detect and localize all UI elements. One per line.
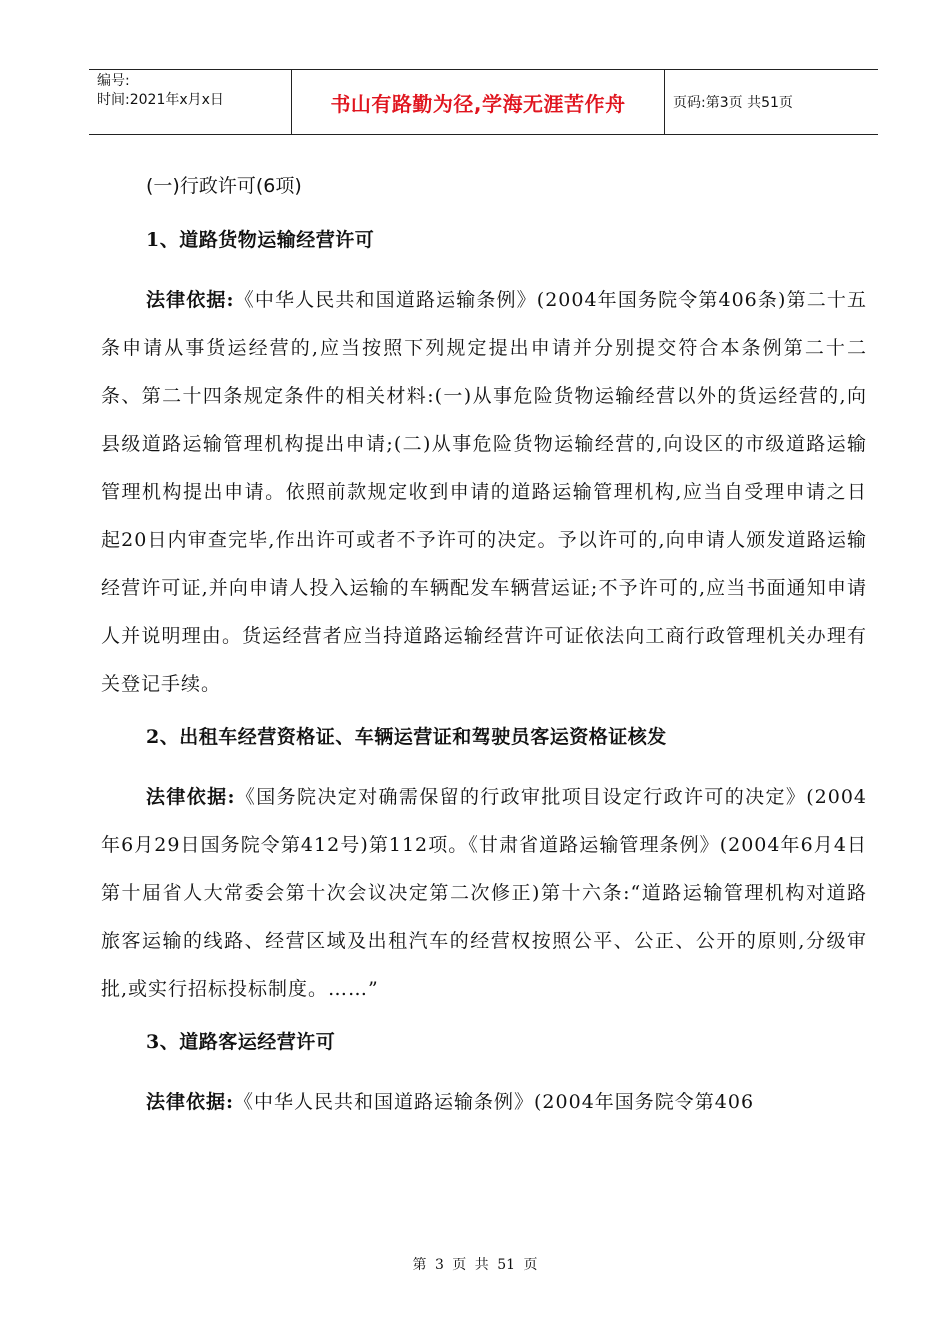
legal-basis-text: 《中华人民共和国道路运输条例》(2004年国务院令第406条)第二十五条申请从事货运经营的,应当按照下列规定提出申请并分别提交符合本条例第二十二条、第二十四条规定条件的相关材料:(一)从事危险货物运输经营以外的货运经营的,向县级道路运输管理机构提出申请;(二)从事危险货物运输经营的,向设区的市级道路运输管理机构提出申请。依照前款规定收到申请的道路运输管理机构,应当自受理申请之日起20日内审查完毕,作出许可或者不予许可的决定。予以许可的,向申请人颁发道路运输经营许可证,并向申请人投入运输的车辆配发车辆营运证;不予许可的,应当书面通知申请人并说明理由。货运经营者应当持道路运输经营许可证依法向工商行政管理机关办理有关登记手续。 bbox=[101, 289, 868, 695]
header-motto: 书山有路勤为径,学海无涯苦作舟 bbox=[291, 70, 665, 134]
legal-basis-text: 《国务院决定对确需保留的行政审批项目设定行政许可的决定》(2004年6月29日国务院令第412号)第112项。《甘肃省道路运输管理条例》(2004年6月4日第十届省人大常委会第十次会议决定第二次修正)第十六条:“道路运输管理机构对道路旅客运输的线路、经营区域及出租汽车的经营权按照公平、公正、公开的原则,分级审批,或实行招标投标制度。……” bbox=[101, 786, 867, 1000]
legal-basis-label: 法律依据: bbox=[146, 1091, 235, 1113]
header-meta bbox=[89, 70, 291, 134]
legal-basis-text: 《中华人民共和国道路运输条例》(2004年国务院令第406 bbox=[234, 1091, 755, 1113]
document-body bbox=[101, 168, 867, 1137]
item-paragraph-3 bbox=[101, 1078, 867, 1126]
section-heading: (一)行政许可(6项) bbox=[146, 175, 302, 197]
legal-basis-label: 法律依据: bbox=[146, 289, 235, 311]
item-title-1: 1、道路货物运输经营许可 bbox=[146, 229, 375, 251]
item-paragraph-1 bbox=[101, 276, 867, 708]
page-header bbox=[89, 69, 878, 135]
header-page-info: 页码:第3页 共51页 bbox=[673, 95, 793, 111]
legal-basis-label: 法律依据: bbox=[146, 786, 236, 808]
page-footer: 第 3 页 共 51 页 bbox=[412, 1257, 538, 1273]
item-title-3: 3、道路客运经营许可 bbox=[146, 1031, 336, 1053]
time-label: 时间:2021年x月x日 bbox=[97, 92, 224, 108]
item-paragraph-2 bbox=[101, 773, 867, 1013]
number-label: 编号: bbox=[97, 73, 130, 89]
item-title-2: 2、出租车经营资格证、车辆运营证和驾驶员客运资格证核发 bbox=[146, 726, 667, 748]
